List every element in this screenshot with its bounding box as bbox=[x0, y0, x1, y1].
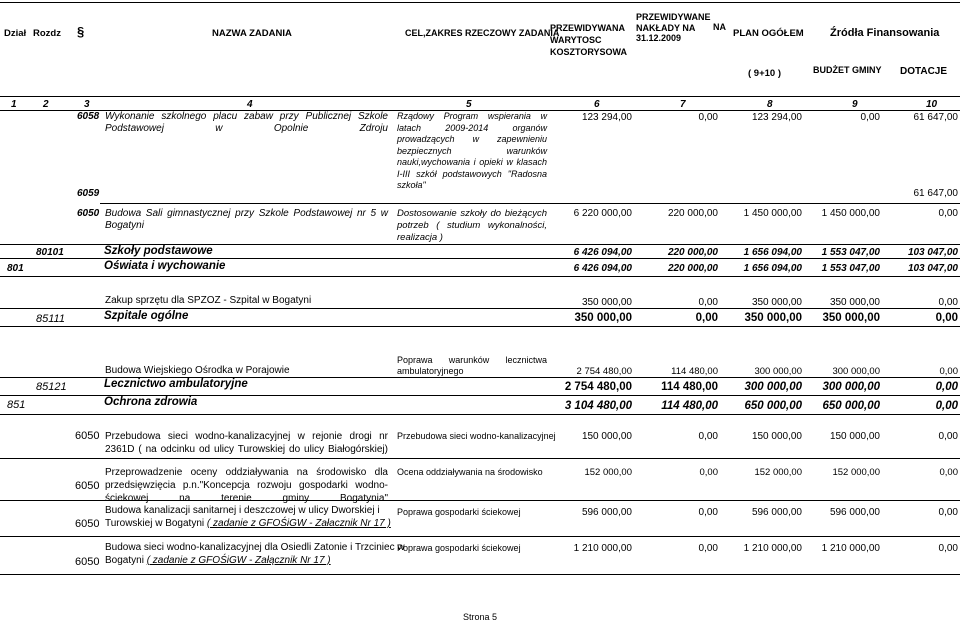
row8-task-name-line2-a: Turowskiej w Bogatyni bbox=[105, 518, 205, 529]
row6-v9: 150 000,00 bbox=[829, 431, 880, 442]
row4-task-name: Zakup sprzętu dla SPZOZ - Szpital w Bogatyni bbox=[105, 295, 312, 306]
row7-v7: 0,00 bbox=[699, 467, 718, 478]
row9-v10: 0,00 bbox=[938, 543, 958, 554]
header-zrodla: Źródła Finansowania bbox=[830, 27, 940, 39]
row8-v9: 596 000,00 bbox=[829, 507, 880, 518]
subtotal-80101-v7: 220 000,00 bbox=[667, 247, 718, 258]
row8-v7: 0,00 bbox=[698, 507, 718, 518]
row9-v8: 1 210 000,00 bbox=[743, 543, 802, 554]
total-851-v8: 650 000,00 bbox=[744, 400, 802, 412]
total-801-v9: 1 553 047,00 bbox=[821, 263, 880, 274]
row6-v7: 0,00 bbox=[698, 431, 718, 442]
subtotal-85111-v7: 0,00 bbox=[695, 312, 718, 324]
subtotal-85111-v9: 350 000,00 bbox=[822, 312, 880, 324]
colnum-8: 8 bbox=[767, 99, 773, 110]
row7-task-name: Przeprowadzenie oceny oddziaływania na środowisko dla przedsięwzięcia p.n."Koncepcja rozwoju gospodarki wodno-ściekowej na terenie gminy Bogatynia" bbox=[105, 467, 388, 504]
row3-task-name: Budowa Sali gimnastycznej przy Szkole Podstawowej nr 5 w Bogatyni bbox=[105, 208, 388, 231]
subtotal-85111-name: Szpitale ogólne bbox=[104, 310, 189, 322]
row-rule-r8 bbox=[0, 536, 960, 537]
header-plan: PLAN OGÓŁEM bbox=[733, 28, 804, 39]
subtotal-85111-v8: 350 000,00 bbox=[744, 312, 802, 324]
row9-v6: 1 210 000,00 bbox=[573, 543, 632, 554]
row1-v8: 123 294,00 bbox=[751, 112, 802, 123]
row4-v9: 350 000,00 bbox=[829, 297, 880, 308]
row3-v6: 6 220 000,00 bbox=[573, 208, 632, 219]
subtotal-80101-v9: 1 553 047,00 bbox=[821, 247, 880, 258]
row8-v6: 596 000,00 bbox=[581, 507, 632, 518]
subtotal-85121-v8: 300 000,00 bbox=[744, 381, 802, 393]
row8-v10: 0,00 bbox=[938, 507, 958, 518]
colnum-9: 9 bbox=[852, 99, 858, 110]
row-rule-bottom bbox=[0, 574, 960, 575]
row3-v8: 1 450 000,00 bbox=[743, 208, 802, 219]
total-851-v10: 0,00 bbox=[935, 400, 958, 412]
row-rule-801 bbox=[0, 258, 960, 259]
subtotal-85111-v6: 350 000,00 bbox=[574, 312, 632, 324]
subtotal-80101-v6: 6 426 094,00 bbox=[573, 247, 632, 258]
row6-v10: 0,00 bbox=[938, 431, 958, 442]
row-rule-after-851 bbox=[0, 414, 960, 415]
row7-v10: 0,00 bbox=[939, 467, 958, 478]
subtotal-85121-v6: 2 754 480,00 bbox=[564, 381, 632, 393]
row5-v10: 0,00 bbox=[939, 366, 958, 377]
row5-v9: 300 000,00 bbox=[832, 366, 880, 377]
subtotal-85121-v9: 300 000,00 bbox=[822, 381, 880, 393]
row4-v6: 350 000,00 bbox=[581, 297, 632, 308]
row3-v10: 0,00 bbox=[938, 208, 958, 219]
row9-task-name-line1: Budowa sieci wodno-kanalizacyjnej dla Osiedli Zatonie i Trzciniec w bbox=[105, 542, 405, 553]
subtotal-85121-v10: 0,00 bbox=[935, 381, 958, 393]
subtotal-80101-code: 80101 bbox=[36, 247, 64, 258]
page-number: Strona 5 bbox=[463, 612, 498, 622]
total-851-name: Ochrona zdrowia bbox=[104, 396, 198, 408]
colnum-3: 3 bbox=[84, 99, 90, 110]
row2-v10: 61 647,00 bbox=[913, 188, 958, 199]
row6-goal: Przebudowa sieci wodno-kanalizacyjnej bbox=[397, 431, 556, 441]
row9-v7: 0,00 bbox=[698, 543, 718, 554]
header-rozdz: Rozdz bbox=[33, 28, 61, 39]
row9-v9: 1 210 000,00 bbox=[821, 543, 880, 554]
row1-v7: 0,00 bbox=[698, 112, 718, 123]
row9-goal: Poprawa gospodarki ściekowej bbox=[397, 543, 521, 553]
row1-v10: 61 647,00 bbox=[913, 112, 958, 123]
total-801-v7: 220 000,00 bbox=[667, 263, 718, 274]
total-801-code: 801 bbox=[7, 263, 24, 274]
header-budzet: BUDŻET GMINY bbox=[813, 65, 882, 75]
total-801-v6: 6 426 094,00 bbox=[573, 263, 632, 274]
row5-v8: 300 000,00 bbox=[754, 366, 802, 377]
header-naklady-na: NA bbox=[713, 22, 726, 32]
subtotal-85111-v10: 0,00 bbox=[935, 312, 958, 324]
row1-v6: 123 294,00 bbox=[581, 112, 632, 123]
row-rule-after-85111 bbox=[0, 326, 960, 327]
row5-goal: Poprawa warunków lecznictwa ambulatoryjnego bbox=[397, 355, 547, 376]
row1-paragraph: 6058 bbox=[77, 111, 100, 122]
row3-paragraph: 6050 bbox=[77, 208, 100, 219]
row9-task-name-line2-b: ( zadanie z GFOŚiGW - Załącznik Nr 17 ) bbox=[146, 555, 331, 566]
header-nazwa-zadania: NAZWA ZADANIA bbox=[212, 28, 292, 39]
colnum-6: 6 bbox=[594, 99, 600, 110]
row6-v6: 150 000,00 bbox=[581, 431, 632, 442]
subtotal-80101-name: Szkoły podstawowe bbox=[104, 245, 213, 257]
colnum-5: 5 bbox=[466, 99, 472, 110]
total-801-v8: 1 656 094,00 bbox=[743, 263, 802, 274]
header-paragraph: § bbox=[77, 24, 85, 39]
total-851-code: 851 bbox=[7, 399, 26, 411]
colnum-1: 1 bbox=[11, 99, 17, 110]
row7-v8: 152 000,00 bbox=[754, 467, 802, 478]
row8-v8: 596 000,00 bbox=[751, 507, 802, 518]
total-801-v10: 103 047,00 bbox=[907, 263, 958, 274]
row8-goal: Poprawa gospodarki ściekowej bbox=[397, 507, 521, 517]
row8-paragraph: 6050 bbox=[75, 518, 100, 530]
subtotal-85121-v7: 114 480,00 bbox=[661, 381, 718, 393]
colnum-4: 4 bbox=[247, 99, 253, 110]
header-top-rule bbox=[0, 2, 960, 3]
colnum-2: 2 bbox=[43, 99, 49, 110]
subtotal-80101-v10: 103 047,00 bbox=[907, 247, 958, 258]
row1-task-name: Wykonanie szkolnego placu zabaw przy Publicznej Szkole Podstawowej w Opolnie Zdroju bbox=[105, 111, 388, 134]
colnum-7: 7 bbox=[680, 99, 686, 110]
header-plan-sub: ( 9+10 ) bbox=[748, 68, 782, 79]
row6-paragraph: 6050 bbox=[75, 430, 100, 442]
row9-paragraph: 6050 bbox=[75, 556, 100, 568]
row4-v7: 0,00 bbox=[698, 297, 718, 308]
subtotal-85121-name: Lecznictwo ambulatoryjne bbox=[104, 378, 248, 390]
row7-v9: 152 000,00 bbox=[832, 467, 880, 478]
row9-task-name-line2 bbox=[105, 555, 331, 566]
row6-v8: 150 000,00 bbox=[751, 431, 802, 442]
row8-task-name-line2-b: ( zadanie z GFOŚiGW - Załacznik Nr 17 ) bbox=[206, 518, 391, 529]
row9-task-name-line2-a: Bogatyni bbox=[105, 555, 144, 566]
row8-task-name-line2 bbox=[105, 518, 391, 529]
row4-v8: 350 000,00 bbox=[751, 297, 802, 308]
total-851-v7: 114 480,00 bbox=[661, 400, 718, 412]
row2-paragraph: 6059 bbox=[77, 188, 100, 199]
row7-v6: 152 000,00 bbox=[584, 467, 632, 478]
row8-task-name-line1: Budowa kanalizacji sanitarnej i deszczowej w ulicy Dworskiej i bbox=[105, 505, 380, 516]
header-wartosc: PRZEWIDYWANA WARYTOSC KOSZTORYSOWA bbox=[550, 23, 628, 57]
subtotal-85121-code: 85121 bbox=[36, 381, 67, 393]
subtotal-85111-code: 85111 bbox=[36, 313, 65, 325]
row-rule-6059 bbox=[100, 203, 960, 204]
header-dzial: Dział bbox=[4, 28, 27, 39]
row5-v6: 2 754 480,00 bbox=[576, 366, 632, 377]
row7-paragraph: 6050 bbox=[75, 480, 100, 492]
row6-task-name: Przebudowa sieci wodno-kanalizacyjnej w rejonie drogi nr 2361D ( na odcinku od ulicy Turowskiej do ulicy Białogórskiej) bbox=[105, 431, 388, 455]
row1-v9: 0,00 bbox=[860, 112, 880, 123]
row-rule-after-801 bbox=[0, 276, 960, 277]
row3-goal: Dostosowanie szkoły do bieżących potrzeb ( studium wykonalności, realizacja ) bbox=[397, 208, 547, 243]
row4-v10: 0,00 bbox=[938, 297, 958, 308]
colnum-10: 10 bbox=[926, 99, 938, 110]
row-rule-85111 bbox=[0, 308, 960, 309]
row3-v9: 1 450 000,00 bbox=[821, 208, 880, 219]
row-rule-r6 bbox=[0, 458, 960, 459]
header-cel: CEL,ZAKRES RZECZOWY ZADANIA bbox=[405, 28, 560, 38]
subtotal-80101-v8: 1 656 094,00 bbox=[743, 247, 802, 258]
row5-v7: 114 480,00 bbox=[671, 366, 718, 377]
header-sub-rule bbox=[0, 96, 960, 97]
total-851-v6: 3 104 480,00 bbox=[564, 400, 632, 412]
total-801-name: Oświata i wychowanie bbox=[104, 260, 226, 272]
total-851-v9: 650 000,00 bbox=[822, 400, 880, 412]
row3-v7: 220 000,00 bbox=[667, 208, 718, 219]
row5-task-name: Budowa Wiejskiego Ośrodka w Porajowie bbox=[105, 365, 290, 376]
header-naklady: PRZEWIDYWANE NAKŁADY NA 31.12.2009 bbox=[636, 12, 711, 43]
header-dotacje: DOTACJE bbox=[900, 66, 948, 77]
row1-goal: Rządowy Program wspierania w latach 2009-2014 organów prowadzących w zapewnieniu bezpiecznych warunków nauki,wychowania i opieki w klasach I-III szkół podstawowych "Radosna szkoła" bbox=[397, 111, 547, 190]
row7-goal: Ocena oddziaływania na środowisko bbox=[397, 467, 543, 477]
